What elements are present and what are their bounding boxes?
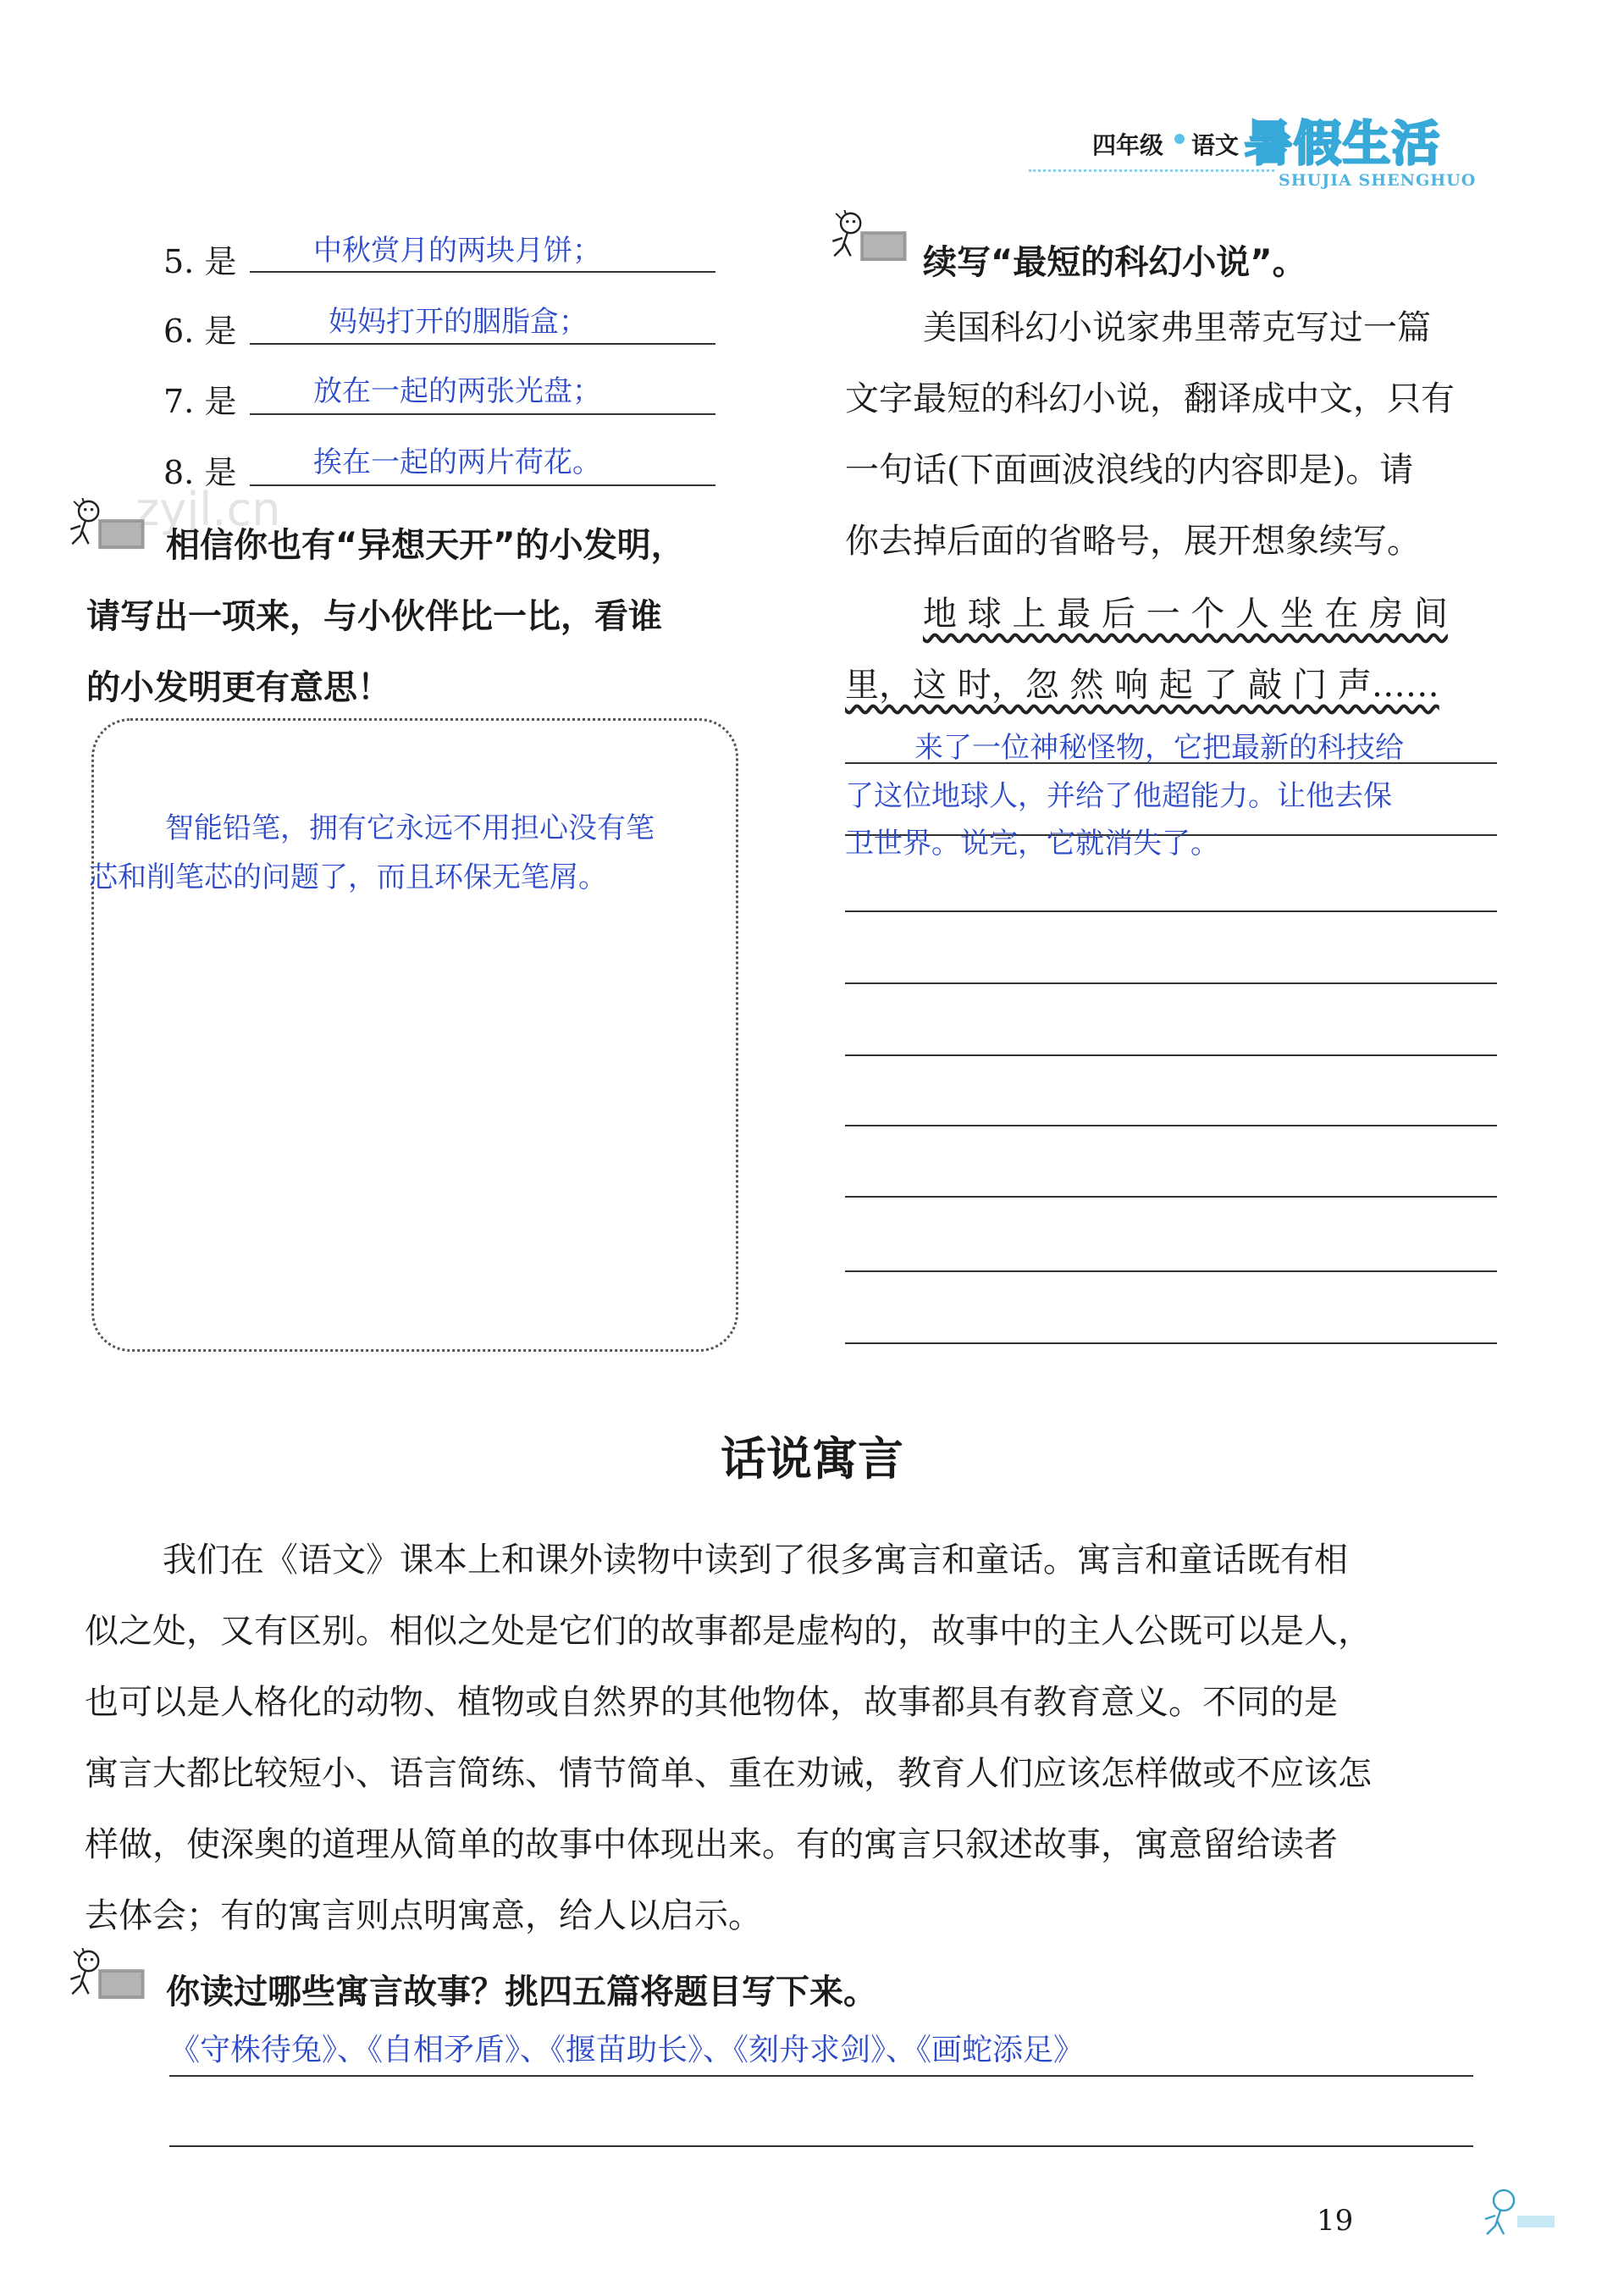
fable-para-line: 寓言大都比较短小、语言简练、情节简单、重在劝诫，教育人们应该怎样做或不应该怎 <box>85 1754 1372 1793</box>
answer-line <box>250 343 715 345</box>
item-number: 8. 是 <box>163 454 237 491</box>
item-number: 7. 是 <box>163 383 237 420</box>
item-number: 6. 是 <box>163 313 237 350</box>
scifi-answer-line2: 了这位地球人，并给了他超能力。让他去保 <box>845 779 1392 813</box>
header-pinyin: SHUJIA SHENGHUO <box>1279 171 1477 190</box>
answer-line <box>845 1342 1497 1344</box>
page-number: 19 <box>1317 2204 1354 2238</box>
invention-heading-line3: 的小发明更有意思！ <box>86 668 391 707</box>
invention-heading-line2: 请写出一项来，与小伙伴比一比，看谁 <box>86 597 662 636</box>
item-answer: 妈妈打开的胭脂盒； <box>329 305 588 339</box>
scifi-answer-line3: 卫世界。说完，它就消失了。 <box>845 827 1219 861</box>
fable-para-line: 去体会；有的寓言则点明寓意，给人以启示。 <box>85 1896 762 1935</box>
scifi-intro-line2: 文字最短的科幻小说，翻译成中文，只有 <box>845 379 1455 418</box>
section-title: 话说寓言 <box>721 1432 903 1486</box>
reading-person-icon <box>826 210 909 263</box>
item-answer: 放在一起的两张光盘； <box>313 374 601 408</box>
scifi-intro-line1: 美国科幻小说家弗里蒂克写过一篇 <box>923 308 1431 347</box>
answer-line <box>250 484 715 486</box>
header-logo: 暑假生活 <box>1245 117 1441 172</box>
answer-line <box>845 1196 1497 1198</box>
scifi-heading: 续写“最短的科幻小说”。 <box>923 243 1306 282</box>
header-dotted-line <box>1029 169 1274 172</box>
answer-line <box>250 271 715 273</box>
reading-person-icon <box>64 1948 146 2001</box>
fable-para-line: 似之处，又有区别。相似之处是它们的故事都是虚构的，故事中的主人公既可以是人， <box>85 1612 1372 1651</box>
answer-line <box>169 2075 1473 2077</box>
invention-answer-line1: 智能铅笔，拥有它永远不用担心没有笔 <box>165 811 655 845</box>
answer-line <box>250 413 715 415</box>
answer-line <box>845 910 1497 912</box>
fable-answer: 《守株待兔》、《自相矛盾》、《揠苗助长》、《刻舟求剑》、《画蛇添足》 <box>169 2033 1085 2067</box>
fable-para-line: 我们在《语文》课本上和课外读物中读到了很多寓言和童话。寓言和童话既有相 <box>163 1541 1348 1580</box>
header-subject: 语文 <box>1191 131 1240 159</box>
invention-heading-line1: 相信你也有“异想天开”的小发明， <box>166 526 685 565</box>
fable-para-line: 样做，使深奥的道理从简单的故事中体现出来。有的寓言只叙述故事，寓意留给读者 <box>85 1825 1338 1864</box>
fable-para-line: 也可以是人格化的动物、植物或自然界的其他物体，故事都具有教育意义。不同的是 <box>85 1683 1338 1722</box>
item-answer: 挨在一起的两片荷花。 <box>313 445 601 479</box>
fable-question: 你读过哪些寓言故事？挑四五篇将题目写下来。 <box>166 1973 877 2012</box>
reading-person-icon <box>1473 2185 1558 2253</box>
answer-line <box>845 1270 1497 1272</box>
reading-person-icon <box>64 498 146 551</box>
answer-line <box>845 1054 1497 1056</box>
answer-line <box>845 982 1497 984</box>
scifi-intro-line4: 你去掉后面的省略号，展开想象续写。 <box>845 522 1421 561</box>
watermark: zyjl.cn <box>135 483 281 536</box>
item-number: 5. 是 <box>163 243 237 280</box>
header-dot-icon <box>1174 134 1185 144</box>
answer-line <box>845 1125 1497 1126</box>
scifi-story-line2: 里，这 时，忽 然 响 起 了 敲 门 声…… <box>845 666 1439 705</box>
invention-answer-line2: 芯和削笔芯的问题了，而且环保无笔屑。 <box>89 861 607 894</box>
answer-line <box>169 2145 1473 2147</box>
item-answer: 中秋赏月的两块月饼； <box>313 234 601 268</box>
scifi-answer-line1: 来了一位神秘怪物，它把最新的科技给 <box>914 731 1404 765</box>
scifi-story-line1: 地 球 上 最 后 一 个 人 坐 在 房 间 <box>923 595 1448 634</box>
scifi-intro-line3: 一句话(下面画波浪线的内容即是)。请 <box>845 451 1414 490</box>
header-grade: 四年级 <box>1092 131 1164 159</box>
